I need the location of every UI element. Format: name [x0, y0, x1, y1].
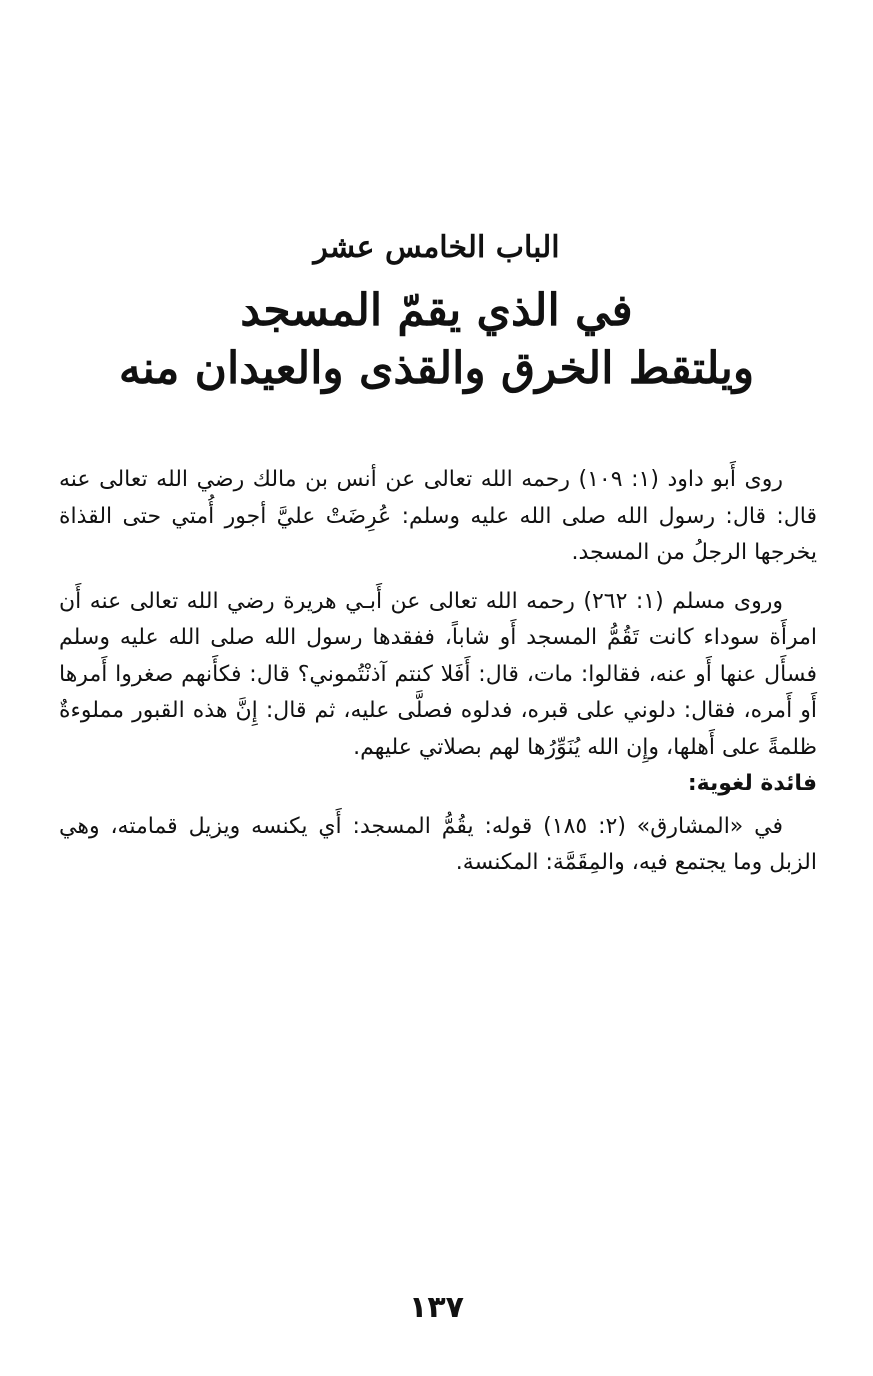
chapter-title-line-1: في الذي يقمّ المسجد	[240, 285, 633, 336]
paragraph-abu-dawud: روى أَبو داود (١: ١٠٩) رحمه الله تعالى عن أنس بن مالك رضي الله تعالى عنه قال: قال: رسول الله صلى الله عليه وسلم: عُرِضَتْ عليَّ أجور أُمتي حتى القذاة يخرجها الرجلُ من المسجد.	[59, 467, 817, 565]
section-label: فائدة لغوية:	[687, 771, 817, 796]
body-text	[59, 462, 817, 882]
page-number: ١٣٧	[409, 1290, 464, 1325]
paragraph-linguistic-note: في «المشارق» (٢: ١٨٥) قوله: يقُمُّ المسجد: أَي يكنسه ويزيل قمامته، وهي الزبل وما يجتمع فيه، والمِقَمَّة: المكنسة.	[59, 813, 817, 875]
paragraph-muslim: وروى مسلم (١: ٢٦٢) رحمه الله تعالى عن أَبـي هريرة رضي الله تعالى عنه أَن امرأَة سوداء كانت تَقُمُّ المسجد أَو شاباً، ففقدها رسول الله صلى الله عليه وسلم فسأَل عنها أَو عنه، فقالوا: مات، قال: أَفَلا كنتم آذنْتُموني؟ قال: فكأَنهم صغروا أَمرها أَو أَمره، فقال: دلوني على قبره، فدلوه فصلَّى عليه، ثم قال: إِنَّ هذه القبور مملوءةٌ ظلمةً على أَهلها، وإِن الله يُنَوِّرُها لهم بصلاتي عليهم.	[59, 588, 817, 760]
chapter-heading: الباب الخامس عشر	[313, 230, 560, 265]
chapter-title	[0, 282, 873, 398]
chapter-title-line-2: ويلتقط الخرق والقذى والعيدان منه	[118, 343, 755, 394]
